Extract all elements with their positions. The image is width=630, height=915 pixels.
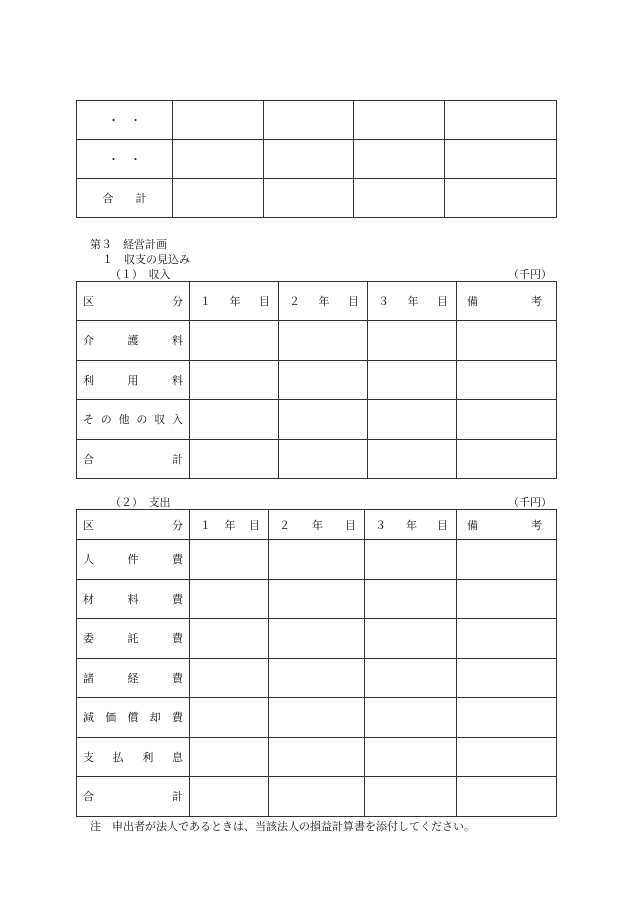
value-cell[interactable]: [457, 619, 557, 659]
value-cell[interactable]: [190, 698, 269, 738]
value-cell[interactable]: [368, 439, 457, 479]
row-label-text-char: 介: [83, 334, 94, 348]
value-cell[interactable]: [173, 140, 264, 179]
row-label-text-char: 料: [127, 592, 139, 606]
expense-unit: （千円）: [508, 496, 552, 509]
value-cell[interactable]: [279, 400, 368, 440]
value-cell[interactable]: [269, 658, 365, 698]
value-cell[interactable]: [190, 360, 279, 400]
table-row: [77, 101, 557, 140]
value-cell[interactable]: [457, 737, 557, 777]
table-row: [77, 140, 557, 179]
value-cell[interactable]: [457, 579, 557, 619]
row-label-text: [77, 372, 189, 388]
header-row: [77, 510, 557, 540]
row-label: [77, 400, 190, 440]
row-label-text-char: 用: [127, 373, 139, 387]
row-label: [77, 579, 190, 619]
footnote: 注 申出者が法人であるときは、当該法人の損益計算書を添付してください。: [90, 820, 475, 833]
row-label-text-char: 託: [127, 632, 139, 646]
value-cell[interactable]: [269, 579, 365, 619]
header-year2-label-char: 年: [312, 518, 323, 532]
value-cell[interactable]: [269, 540, 365, 580]
header-year3-label-char: 年: [407, 295, 419, 308]
row-label: [77, 737, 190, 777]
row-label-text-char: 計: [172, 790, 183, 804]
value-cell[interactable]: [173, 101, 264, 140]
value-cell[interactable]: [269, 619, 365, 659]
header-year1: [190, 510, 269, 540]
income-unit: （千円）: [508, 268, 552, 281]
row-label-text-char: 材: [83, 592, 94, 606]
value-cell[interactable]: [445, 101, 557, 140]
value-cell[interactable]: [264, 140, 354, 179]
header-year3-label-char: 年: [406, 518, 417, 532]
value-cell[interactable]: [365, 579, 457, 619]
row-label-text: [77, 332, 189, 348]
header-category-label-char: 分: [172, 518, 183, 532]
table-row: [77, 439, 557, 479]
value-cell[interactable]: [457, 540, 557, 580]
continuation-table: [76, 100, 557, 218]
header-year2: [279, 282, 368, 321]
value-cell[interactable]: [365, 658, 457, 698]
row-label-text: [77, 749, 189, 765]
table-row: [77, 400, 557, 440]
header-row: [77, 282, 557, 321]
header-remarks-label-char: 備: [467, 295, 478, 308]
section-subtitle: １ 収支の見込み: [102, 253, 190, 266]
row-label: [77, 658, 190, 698]
row-label-text-char: 価: [105, 711, 117, 725]
value-cell[interactable]: [190, 579, 269, 619]
row-label-text-char: の: [136, 413, 148, 427]
value-cell[interactable]: [445, 179, 557, 218]
header-category-label-char: 区: [83, 518, 94, 532]
value-cell[interactable]: [279, 439, 368, 479]
header-year3-label-char: ３: [378, 295, 389, 308]
value-cell[interactable]: [264, 101, 354, 140]
row-label-text-char: 費: [172, 711, 183, 725]
header-remarks: [457, 510, 557, 540]
row-label-text: [77, 788, 189, 804]
value-cell[interactable]: [445, 140, 557, 179]
row-label: 合 計: [77, 179, 173, 218]
table-row: [77, 321, 557, 361]
row-label-text-char: 諸: [83, 671, 94, 685]
value-cell[interactable]: [190, 777, 269, 817]
value-cell[interactable]: [190, 619, 269, 659]
value-cell[interactable]: [457, 360, 557, 400]
table-row: [77, 619, 557, 659]
header-category: [77, 282, 190, 321]
value-cell[interactable]: [457, 658, 557, 698]
header-year1-label-char: 目: [249, 518, 260, 532]
row-label-text-char: 息: [171, 750, 183, 764]
header-year2: [269, 510, 365, 540]
row-label-text-char: 計: [172, 452, 183, 466]
row-label-text: [77, 451, 189, 467]
table-row: [77, 737, 557, 777]
header-year2-label-char: ２: [279, 518, 290, 532]
value-cell[interactable]: [354, 101, 445, 140]
value-cell[interactable]: [190, 658, 269, 698]
row-label: [77, 698, 190, 738]
row-label-text-char: 護: [127, 334, 139, 348]
header-year3-label: [365, 517, 456, 533]
value-cell[interactable]: [457, 439, 557, 479]
header-year3: [368, 282, 457, 321]
row-label-text-char: 委: [83, 632, 94, 646]
row-label-text-char: 収: [154, 413, 166, 427]
row-label-text: [77, 670, 189, 686]
row-label: [77, 321, 190, 361]
value-cell[interactable]: [368, 400, 457, 440]
row-label-text: [77, 411, 189, 427]
header-year3-label-char: 目: [437, 295, 448, 308]
expense-table: [76, 509, 557, 817]
header-remarks-label-char: 考: [531, 518, 542, 532]
table-row: [77, 698, 557, 738]
row-label: ・ ・: [77, 140, 173, 179]
value-cell[interactable]: [365, 737, 457, 777]
header-year2-label: [269, 517, 364, 533]
header-remarks-label-char: 考: [531, 295, 542, 308]
row-label-text-char: 費: [172, 632, 183, 646]
header-year2-label-char: 目: [345, 518, 356, 532]
value-cell[interactable]: [368, 360, 457, 400]
row-label-text-char: 入: [171, 413, 183, 427]
header-remarks-label: [457, 517, 556, 533]
table-row: [77, 540, 557, 580]
header-year2-label-char: 年: [318, 295, 330, 308]
value-cell[interactable]: [354, 179, 445, 218]
value-cell[interactable]: [269, 698, 365, 738]
row-label-text-char: の: [100, 413, 112, 427]
header-category-label-char: 区: [83, 295, 94, 308]
header-category-label: [77, 517, 189, 533]
table-row: [77, 579, 557, 619]
value-cell[interactable]: [457, 777, 557, 817]
row-label-text-char: 費: [172, 553, 183, 567]
value-cell[interactable]: [269, 737, 365, 777]
row-label-text: [77, 630, 189, 646]
header-year1: [190, 282, 279, 321]
row-label-text-char: 利: [83, 373, 94, 387]
value-cell[interactable]: [365, 540, 457, 580]
row-label-text-char: 料: [172, 334, 183, 348]
value-cell[interactable]: [365, 698, 457, 738]
table-row: [77, 360, 557, 400]
value-cell[interactable]: [457, 698, 557, 738]
income-table: [76, 281, 557, 479]
row-label-text-char: 却: [149, 711, 161, 725]
row-label: [77, 619, 190, 659]
value-cell[interactable]: [365, 619, 457, 659]
table-row: [77, 777, 557, 817]
row-label-text-char: 料: [172, 373, 183, 387]
header-year3-label-char: 目: [437, 518, 448, 532]
value-cell[interactable]: [354, 140, 445, 179]
row-label-text-char: 件: [127, 553, 139, 567]
row-label: ・ ・: [77, 101, 173, 140]
value-cell[interactable]: [173, 179, 264, 218]
value-cell[interactable]: [368, 321, 457, 361]
row-label-text-char: そ: [83, 413, 94, 427]
row-label: [77, 540, 190, 580]
header-year1-label: [190, 517, 268, 533]
value-cell[interactable]: [190, 321, 279, 361]
expense-heading: （２） 支出: [110, 496, 171, 509]
value-cell[interactable]: [365, 777, 457, 817]
header-year1-label: [190, 293, 278, 309]
header-remarks-label-char: 備: [467, 518, 478, 532]
header-year3: [365, 510, 457, 540]
value-cell[interactable]: [279, 321, 368, 361]
value-cell[interactable]: [457, 321, 557, 361]
value-cell[interactable]: [264, 179, 354, 218]
income-heading: （１） 収入: [110, 268, 171, 281]
value-cell[interactable]: [457, 400, 557, 440]
row-label: [77, 439, 190, 479]
header-year3-label: [368, 293, 456, 309]
table-row: [77, 658, 557, 698]
row-label-text-char: 他: [118, 413, 130, 427]
row-label: [77, 777, 190, 817]
row-label-text-char: 費: [172, 671, 183, 685]
header-year2-label: [279, 293, 367, 309]
row-label-text-char: 減: [83, 711, 94, 725]
row-label-text-char: 経: [127, 671, 139, 685]
header-year1-label-char: 目: [259, 295, 270, 308]
row-label-text-char: 払: [112, 750, 124, 764]
row-label-text-char: 費: [172, 592, 183, 606]
header-category-label-char: 分: [172, 295, 183, 308]
header-year1-label-char: １: [200, 518, 211, 532]
row-label-text: [77, 551, 189, 567]
header-year1-label-char: 年: [224, 518, 236, 532]
row-label-text-char: 償: [127, 711, 139, 725]
row-label-text-char: 利: [142, 750, 154, 764]
value-cell[interactable]: [279, 360, 368, 400]
header-remarks-label: [457, 293, 556, 309]
header-year1-label-char: １: [200, 295, 211, 308]
row-label-text: [77, 591, 189, 607]
value-cell[interactable]: [190, 737, 269, 777]
row-label-text-char: 合: [83, 790, 94, 804]
header-remarks: [457, 282, 557, 321]
row-label-text-char: 支: [83, 750, 94, 764]
row-label-text: [77, 709, 189, 725]
table-row: [77, 179, 557, 218]
header-year2-label-char: ２: [289, 295, 300, 308]
header-category-label: [77, 293, 189, 309]
header-category: [77, 510, 190, 540]
row-label-text-char: 合: [83, 452, 94, 466]
value-cell[interactable]: [190, 439, 279, 479]
row-label-text-char: 人: [83, 553, 94, 567]
header-year1-label-char: 年: [229, 295, 241, 308]
header-year2-label-char: 目: [348, 295, 359, 308]
value-cell[interactable]: [190, 540, 269, 580]
row-label: [77, 360, 190, 400]
value-cell[interactable]: [190, 400, 279, 440]
section-title: 第３ 経営計画: [90, 238, 167, 251]
header-year3-label-char: ３: [375, 518, 386, 532]
value-cell[interactable]: [269, 777, 365, 817]
